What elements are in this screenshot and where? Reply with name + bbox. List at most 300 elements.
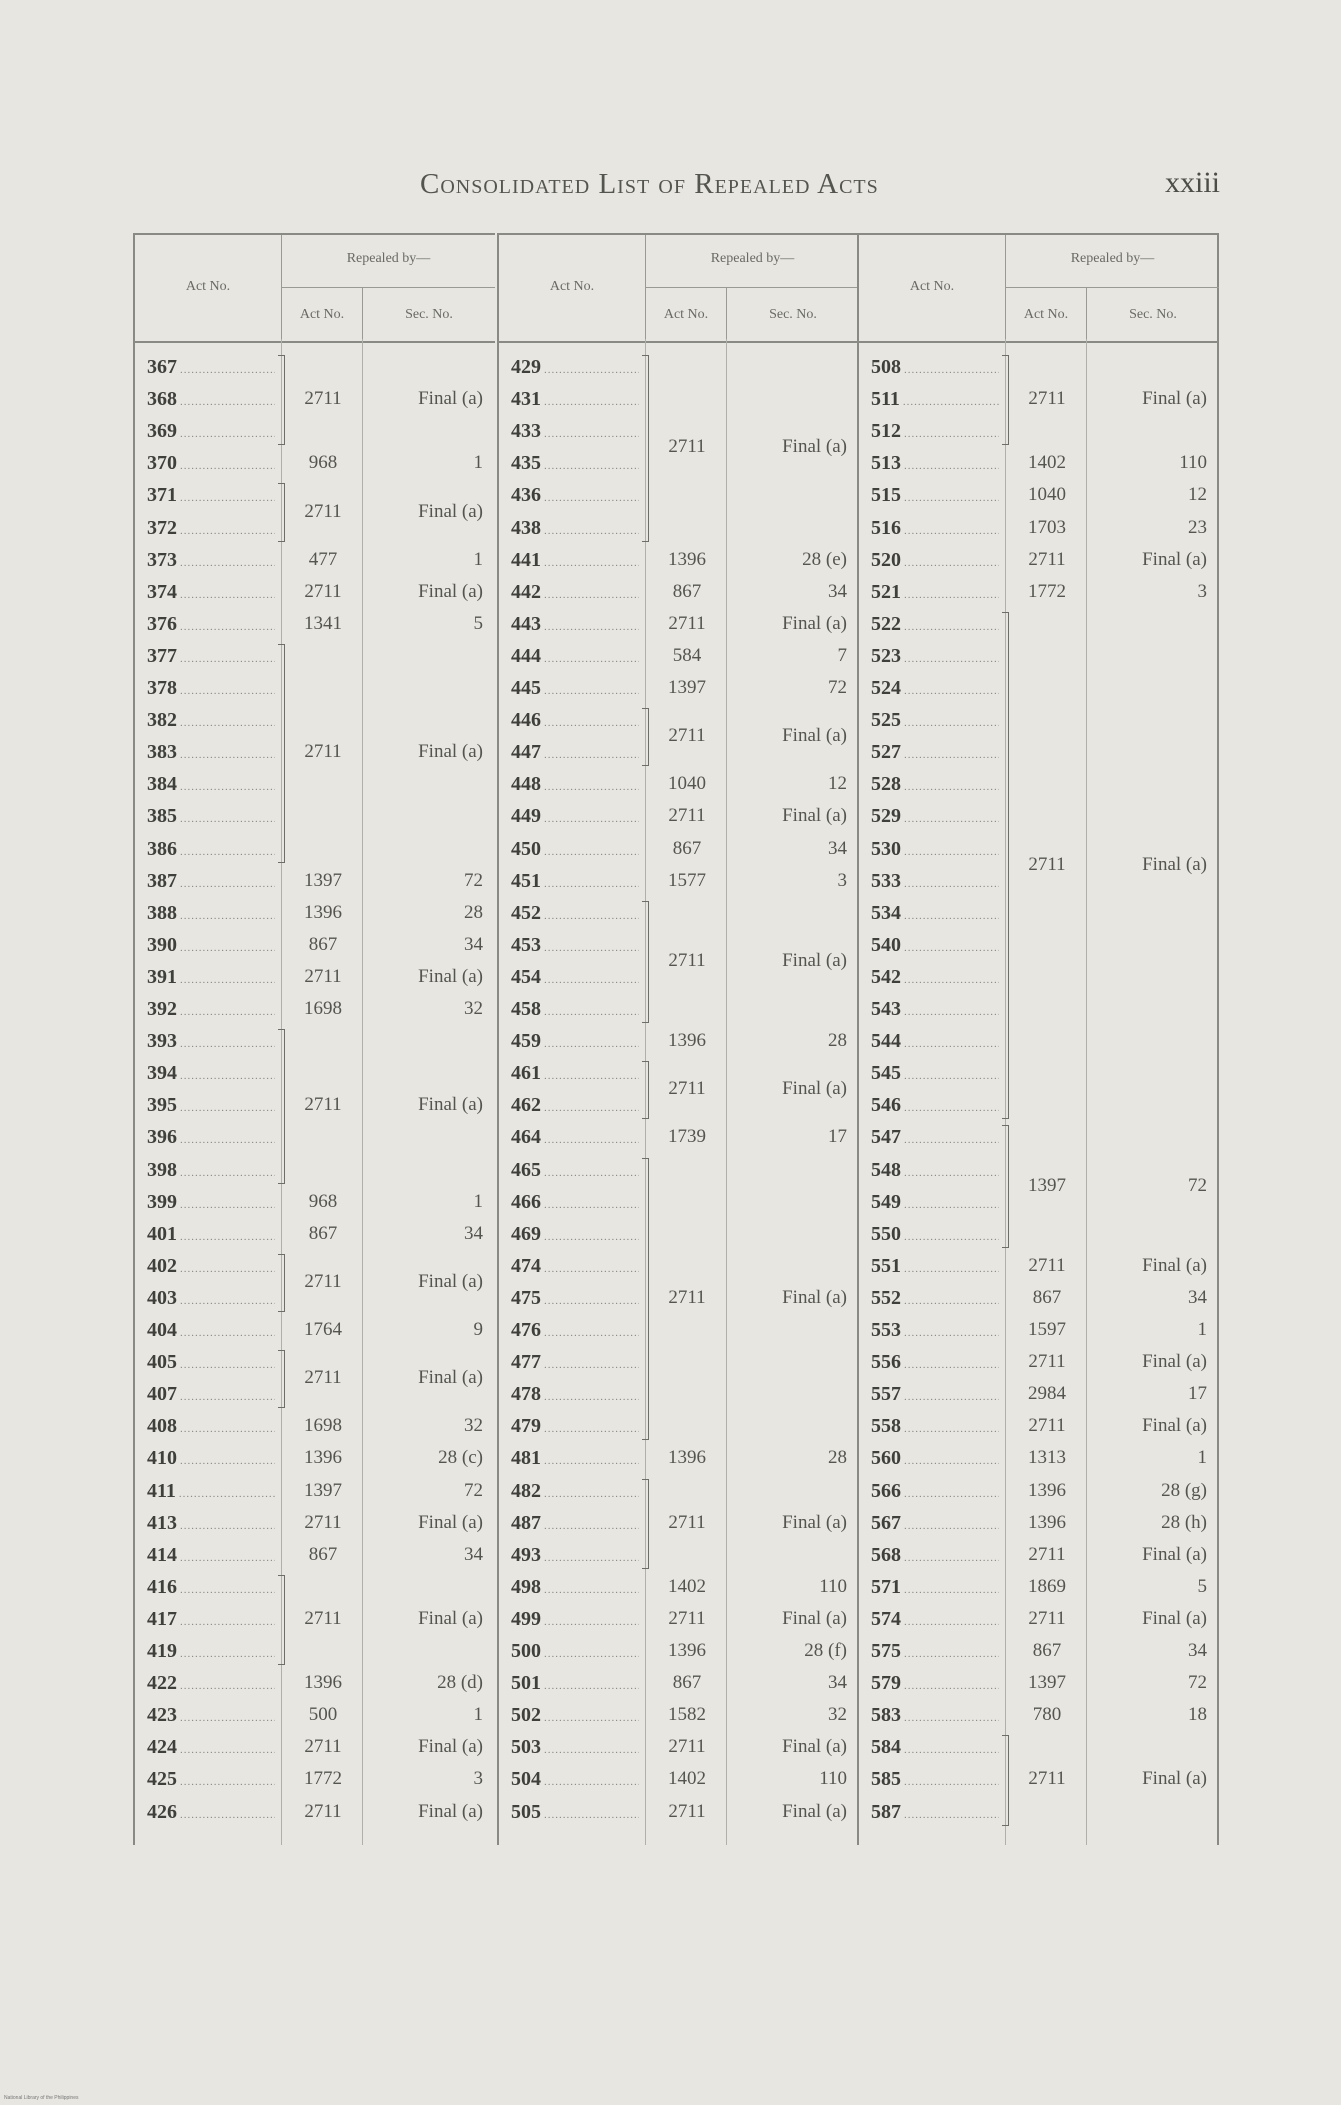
act-number: 501 ..... xyxy=(511,1667,639,1702)
table-row xyxy=(499,1699,859,1731)
table-row xyxy=(499,672,859,704)
act-number: 575 ..... xyxy=(871,1635,999,1670)
section-number: 34 xyxy=(828,1672,847,1694)
section-number: Final (a) xyxy=(418,1800,483,1822)
act-number: 529 ..... xyxy=(871,800,999,835)
table-row xyxy=(499,1218,859,1250)
section-number: 7 xyxy=(837,644,847,666)
act-number: 545 ..... xyxy=(871,1057,999,1092)
act-number: 587 ..... xyxy=(871,1796,999,1831)
act-number: 498 ..... xyxy=(511,1571,639,1606)
repealing-act: 1582 xyxy=(668,1704,706,1726)
repealing-act: 2711 xyxy=(1028,1415,1066,1437)
table-row xyxy=(135,1539,495,1571)
sec-no-header: Sec. No. xyxy=(1129,307,1177,322)
act-number: 387 ..... xyxy=(147,865,275,900)
act-number: 487 ..... xyxy=(511,1507,639,1542)
table-row xyxy=(859,512,1219,544)
repealing-act: 1396 xyxy=(668,1030,706,1052)
act-number: 481 ..... xyxy=(511,1442,639,1477)
section-number: 28 xyxy=(828,1447,847,1469)
table-row xyxy=(135,1731,495,1763)
repealing-act: 584 xyxy=(672,644,702,666)
act-number: 466 ..... xyxy=(511,1186,639,1221)
section-number: 28 (g) xyxy=(1161,1479,1207,1501)
act-number: 436 ..... xyxy=(511,479,639,514)
repealing-act: 1397 xyxy=(304,869,342,891)
grouped-repeal-entry xyxy=(646,1073,859,1105)
repealing-act: 867 xyxy=(672,837,702,859)
section-number: 17 xyxy=(1188,1383,1207,1405)
section-number: 28 (f) xyxy=(804,1640,847,1661)
section-number: Final (a) xyxy=(1142,1415,1207,1437)
act-number: 549 ..... xyxy=(871,1186,999,1221)
repealed-acts-table xyxy=(133,233,1219,1845)
table-row xyxy=(135,1507,495,1539)
section-number: 17 xyxy=(828,1126,847,1148)
table-row xyxy=(859,544,1219,576)
grouped-repeal-entry xyxy=(282,1266,495,1298)
section-number: Final (a) xyxy=(1142,548,1207,570)
repealing-act: 1313 xyxy=(1028,1447,1066,1469)
repealing-act: 1698 xyxy=(304,1415,342,1437)
grouped-repeal-entry xyxy=(282,1089,495,1121)
table-row xyxy=(859,1507,1219,1539)
repealing-act: 500 xyxy=(308,1704,338,1726)
repealing-act: 2711 xyxy=(1028,1351,1066,1373)
act-number: 398 ..... xyxy=(147,1154,275,1189)
table-row xyxy=(859,415,1219,447)
act-number: 566 ..... xyxy=(871,1475,999,1510)
act-number: 515 ..... xyxy=(871,479,999,514)
repealing-act: 1397 xyxy=(1028,1174,1066,1196)
section-number: 5 xyxy=(1197,1575,1207,1597)
act-number: 448 ..... xyxy=(511,768,639,803)
section-number: Final (a) xyxy=(418,1270,483,1292)
table-row xyxy=(859,768,1219,800)
repealing-act: 1396 xyxy=(1028,1511,1066,1533)
repealing-act: 1869 xyxy=(1028,1575,1066,1597)
section-number: Final (a) xyxy=(1142,1254,1207,1276)
act-number: 567 ..... xyxy=(871,1507,999,1542)
section-number: 28 xyxy=(464,901,483,923)
grouped-repeal-entry xyxy=(646,720,859,752)
section-number: 28 (e) xyxy=(802,548,847,570)
repealing-act: 1402 xyxy=(668,1768,706,1790)
table-row xyxy=(859,1121,1219,1153)
repealing-act: 1397 xyxy=(1028,1672,1066,1694)
table-row xyxy=(859,1475,1219,1507)
table-row xyxy=(135,1186,495,1218)
act-number: 391 ..... xyxy=(147,961,275,996)
repealing-act: 1396 xyxy=(1028,1479,1066,1501)
repealing-act: 1396 xyxy=(304,1447,342,1469)
table-row xyxy=(859,1314,1219,1346)
repealing-act: 968 xyxy=(308,452,338,474)
table-row xyxy=(859,576,1219,608)
page-header xyxy=(130,162,1220,202)
section-number: Final (a) xyxy=(1142,1543,1207,1565)
table-row xyxy=(499,800,859,832)
repealing-act: 2711 xyxy=(304,580,342,602)
act-number: 382 ..... xyxy=(147,704,275,739)
act-number: 503 ..... xyxy=(511,1731,639,1766)
section-number: 72 xyxy=(464,869,483,891)
act-number: 546 ..... xyxy=(871,1089,999,1124)
grouped-repeal-entry xyxy=(1006,1170,1219,1202)
act-number: 441 ..... xyxy=(511,544,639,579)
repealing-act-no-header: Act No. xyxy=(663,307,709,322)
section-number: 12 xyxy=(1188,484,1207,506)
repealed-by-header: Repealed by— xyxy=(346,251,431,266)
repealing-act: 1040 xyxy=(1028,484,1066,506)
table-row xyxy=(859,1699,1219,1731)
repealing-act: 867 xyxy=(1032,1640,1062,1661)
table-row xyxy=(499,1025,859,1057)
table-row xyxy=(859,1057,1219,1089)
table-row xyxy=(499,1667,859,1699)
act-number: 516 ..... xyxy=(871,512,999,547)
act-number: 504 ..... xyxy=(511,1763,639,1798)
repealing-act: 1396 xyxy=(304,1672,342,1694)
repealing-act: 2711 xyxy=(668,1511,706,1533)
act-number: 557 ..... xyxy=(871,1378,999,1413)
repealing-act: 2711 xyxy=(1028,1254,1066,1276)
repealing-act: 1698 xyxy=(304,998,342,1019)
section-number: 1 xyxy=(473,1704,483,1726)
act-number: 390 ..... xyxy=(147,929,275,964)
section-number: Final (a) xyxy=(418,580,483,602)
repealing-act: 2711 xyxy=(1028,853,1066,875)
section-number: 1 xyxy=(473,1190,483,1212)
table-row xyxy=(859,1731,1219,1763)
column-group-2 xyxy=(497,233,859,1845)
repealing-act: 1396 xyxy=(304,901,342,923)
section-number: 34 xyxy=(464,933,483,955)
act-number: 374 ..... xyxy=(147,576,275,611)
sec-no-header: Sec. No. xyxy=(769,307,817,322)
table-row xyxy=(135,1121,495,1153)
table-row xyxy=(499,897,859,929)
table-row xyxy=(859,640,1219,672)
section-number: Final (a) xyxy=(1142,388,1207,410)
table-row xyxy=(859,608,1219,640)
act-number: 571 ..... xyxy=(871,1571,999,1606)
table-row xyxy=(135,415,495,447)
act-number: 476 ..... xyxy=(511,1314,639,1349)
section-number: Final (a) xyxy=(782,725,847,747)
repealing-act: 867 xyxy=(672,1672,702,1694)
table-row xyxy=(859,1250,1219,1282)
table-row xyxy=(499,1250,859,1282)
repealing-act: 2711 xyxy=(668,436,706,458)
repealing-act: 2711 xyxy=(1028,388,1066,410)
table-row xyxy=(135,800,495,832)
page-title: Consolidated List of Repealed Acts xyxy=(420,168,879,200)
act-number: 411 ..... xyxy=(147,1475,275,1510)
repealing-act: 2711 xyxy=(668,1078,706,1100)
act-number: 499 ..... xyxy=(511,1603,639,1638)
table-row xyxy=(859,672,1219,704)
repealing-act: 2711 xyxy=(1028,1607,1066,1629)
table-row xyxy=(499,1475,859,1507)
column-group-1 xyxy=(135,233,495,1845)
table-row xyxy=(499,544,859,576)
act-number: 544 ..... xyxy=(871,1025,999,1060)
section-number: 110 xyxy=(819,1575,847,1597)
act-number: 408 ..... xyxy=(147,1410,275,1445)
section-number: 9 xyxy=(473,1319,483,1340)
act-no-header: Act No. xyxy=(549,279,595,294)
act-number: 530 ..... xyxy=(871,833,999,868)
act-number: 551 ..... xyxy=(871,1250,999,1285)
table-row xyxy=(499,608,859,640)
section-number: Final (a) xyxy=(418,1511,483,1533)
act-number: 493 ..... xyxy=(511,1539,639,1574)
repealing-act: 2984 xyxy=(1028,1383,1066,1405)
table-row xyxy=(499,1186,859,1218)
repealing-act: 2711 xyxy=(304,965,342,987)
table-row xyxy=(859,1282,1219,1314)
act-number: 403 ..... xyxy=(147,1282,275,1317)
act-number: 435 ..... xyxy=(511,447,639,482)
repealing-act: 2711 xyxy=(1028,548,1066,570)
table-row xyxy=(135,1410,495,1442)
table-row xyxy=(859,1089,1219,1121)
section-number: 1 xyxy=(473,548,483,570)
repealing-act: 2711 xyxy=(304,388,342,410)
act-number: 474 ..... xyxy=(511,1250,639,1285)
section-number: 34 xyxy=(828,837,847,859)
act-number: 414 ..... xyxy=(147,1539,275,1574)
table-row xyxy=(135,672,495,704)
act-number: 579 ..... xyxy=(871,1667,999,1702)
act-no-header: Act No. xyxy=(185,279,231,294)
act-number: 511 ..... xyxy=(871,383,999,418)
table-row xyxy=(859,1667,1219,1699)
table-row xyxy=(499,512,859,544)
table-row xyxy=(859,1603,1219,1635)
repealing-act: 780 xyxy=(1032,1704,1062,1726)
act-number: 416 ..... xyxy=(147,1571,275,1606)
grouped-repeal-entry xyxy=(646,1507,859,1539)
act-number: 528 ..... xyxy=(871,768,999,803)
act-number: 425 ..... xyxy=(147,1763,275,1798)
table-row xyxy=(859,1378,1219,1410)
act-number: 377 ..... xyxy=(147,640,275,675)
repealed-by-header: Repealed by— xyxy=(1070,251,1155,266)
repealing-act: 1597 xyxy=(1028,1319,1066,1340)
act-number: 521 ..... xyxy=(871,576,999,611)
act-number: 583 ..... xyxy=(871,1699,999,1734)
table-row xyxy=(135,1154,495,1186)
table-row xyxy=(135,1667,495,1699)
section-number: 5 xyxy=(473,612,483,634)
table-row xyxy=(499,383,859,415)
table-row xyxy=(859,1410,1219,1442)
act-number: 479 ..... xyxy=(511,1410,639,1445)
section-number: 72 xyxy=(1188,1174,1207,1196)
act-number: 388 ..... xyxy=(147,897,275,932)
act-number: 422 ..... xyxy=(147,1667,275,1702)
act-number: 522 ..... xyxy=(871,608,999,643)
act-number: 446 ..... xyxy=(511,704,639,739)
repealing-act: 2711 xyxy=(1028,1768,1066,1790)
table-row xyxy=(859,800,1219,832)
repealing-act: 2711 xyxy=(668,805,706,827)
table-row xyxy=(859,1025,1219,1057)
table-row xyxy=(499,640,859,672)
grouped-repeal-entry xyxy=(282,736,495,768)
section-number: 72 xyxy=(464,1479,483,1501)
table-row xyxy=(135,576,495,608)
section-number: Final (a) xyxy=(782,612,847,634)
repealing-act: 2711 xyxy=(304,1270,342,1292)
section-number: Final (a) xyxy=(418,500,483,522)
act-number: 520 ..... xyxy=(871,544,999,579)
act-number: 376 ..... xyxy=(147,608,275,643)
act-number: 386 ..... xyxy=(147,833,275,868)
table-row xyxy=(859,479,1219,511)
section-number: Final (a) xyxy=(1142,1351,1207,1373)
repealing-act: 2711 xyxy=(304,1800,342,1822)
section-number: 3 xyxy=(473,1768,483,1790)
table-row xyxy=(499,1539,859,1571)
section-number: 1 xyxy=(1197,1447,1207,1469)
table-row xyxy=(859,1539,1219,1571)
repealing-act: 2711 xyxy=(304,741,342,763)
act-number: 461 ..... xyxy=(511,1057,639,1092)
repealing-act: 1772 xyxy=(1028,580,1066,602)
table-row xyxy=(135,544,495,576)
act-number: 585 ..... xyxy=(871,1763,999,1798)
repealing-act: 1764 xyxy=(304,1319,342,1340)
section-number: Final (a) xyxy=(782,1286,847,1308)
grouped-repeal-entry xyxy=(282,1362,495,1394)
act-number: 482 ..... xyxy=(511,1475,639,1510)
act-number: 445 ..... xyxy=(511,672,639,707)
table-row xyxy=(859,351,1219,383)
page-number: xxiii xyxy=(1164,166,1220,199)
grouped-repeal-entry xyxy=(1006,1763,1219,1795)
act-number: 560 ..... xyxy=(871,1442,999,1477)
act-number: 452 ..... xyxy=(511,897,639,932)
section-number: 72 xyxy=(1188,1672,1207,1694)
act-number: 540 ..... xyxy=(871,929,999,964)
table-row xyxy=(135,1057,495,1089)
act-number: 568 ..... xyxy=(871,1539,999,1574)
act-number: 433 ..... xyxy=(511,415,639,450)
act-number: 502 ..... xyxy=(511,1699,639,1734)
act-number: 431 ..... xyxy=(511,383,639,418)
table-row xyxy=(499,1603,859,1635)
act-number: 477 ..... xyxy=(511,1346,639,1381)
act-number: 407 ..... xyxy=(147,1378,275,1413)
act-number: 508 ..... xyxy=(871,351,999,386)
act-number: 465 ..... xyxy=(511,1154,639,1189)
act-number: 543 ..... xyxy=(871,993,999,1028)
section-number: Final (a) xyxy=(782,1800,847,1822)
repealing-act: 2711 xyxy=(668,1736,706,1758)
grouped-repeal-entry xyxy=(646,431,859,463)
section-number: Final (a) xyxy=(1142,1607,1207,1629)
header-divider xyxy=(1006,287,1219,288)
table-row xyxy=(499,1378,859,1410)
act-number: 453 ..... xyxy=(511,929,639,964)
table-row xyxy=(499,1571,859,1603)
header-divider xyxy=(646,287,859,288)
act-number: 556 ..... xyxy=(871,1346,999,1381)
repealing-act: 2711 xyxy=(304,1367,342,1389)
act-number: 505 ..... xyxy=(511,1796,639,1831)
section-number: 32 xyxy=(464,998,483,1019)
act-number: 417 ..... xyxy=(147,1603,275,1638)
repealing-act: 867 xyxy=(308,1543,338,1565)
act-number: 459 ..... xyxy=(511,1025,639,1060)
column-header xyxy=(859,233,1219,343)
grouped-repeal-entry xyxy=(282,383,495,415)
repealing-act: 1402 xyxy=(668,1575,706,1597)
column-header xyxy=(499,233,859,343)
repealing-act: 1703 xyxy=(1028,516,1066,538)
repealing-act: 2711 xyxy=(668,949,706,971)
column-header xyxy=(135,233,495,343)
section-number: 32 xyxy=(828,1704,847,1726)
act-number: 552 ..... xyxy=(871,1282,999,1317)
section-number: Final (a) xyxy=(418,1367,483,1389)
section-number: Final (a) xyxy=(782,436,847,458)
footer-note: National Library of the Philippines xyxy=(4,2095,79,2101)
table-row xyxy=(135,897,495,929)
act-number: 410 ..... xyxy=(147,1442,275,1477)
table-row xyxy=(499,865,859,897)
repealing-act: 2711 xyxy=(668,612,706,634)
table-row xyxy=(859,704,1219,736)
act-number: 500 ..... xyxy=(511,1635,639,1670)
act-number: 371 ..... xyxy=(147,479,275,514)
table-row xyxy=(499,1121,859,1153)
act-number: 384 ..... xyxy=(147,768,275,803)
act-number: 458 ..... xyxy=(511,993,639,1028)
section-number: Final (a) xyxy=(1142,853,1207,875)
table-row xyxy=(859,1442,1219,1474)
section-number: Final (a) xyxy=(782,805,847,827)
table-row xyxy=(135,351,495,383)
table-row xyxy=(859,1218,1219,1250)
table-row xyxy=(135,447,495,479)
act-number: 424 ..... xyxy=(147,1731,275,1766)
act-number: 527 ..... xyxy=(871,736,999,771)
act-number: 385 ..... xyxy=(147,800,275,835)
table-row xyxy=(859,993,1219,1025)
repealing-act: 1397 xyxy=(668,677,706,698)
act-number: 478 ..... xyxy=(511,1378,639,1413)
section-number: 34 xyxy=(464,1543,483,1565)
act-number: 550 ..... xyxy=(871,1218,999,1253)
section-number: Final (a) xyxy=(418,1094,483,1116)
section-number: Final (a) xyxy=(782,949,847,971)
act-number: 370 ..... xyxy=(147,447,275,482)
table-row xyxy=(499,768,859,800)
sec-no-header: Sec. No. xyxy=(405,307,453,322)
table-row xyxy=(859,736,1219,768)
table-row xyxy=(859,897,1219,929)
act-number: 399 ..... xyxy=(147,1186,275,1221)
table-row xyxy=(859,1346,1219,1378)
table-row xyxy=(135,1699,495,1731)
table-row xyxy=(499,993,859,1025)
section-number: 34 xyxy=(1188,1286,1207,1308)
